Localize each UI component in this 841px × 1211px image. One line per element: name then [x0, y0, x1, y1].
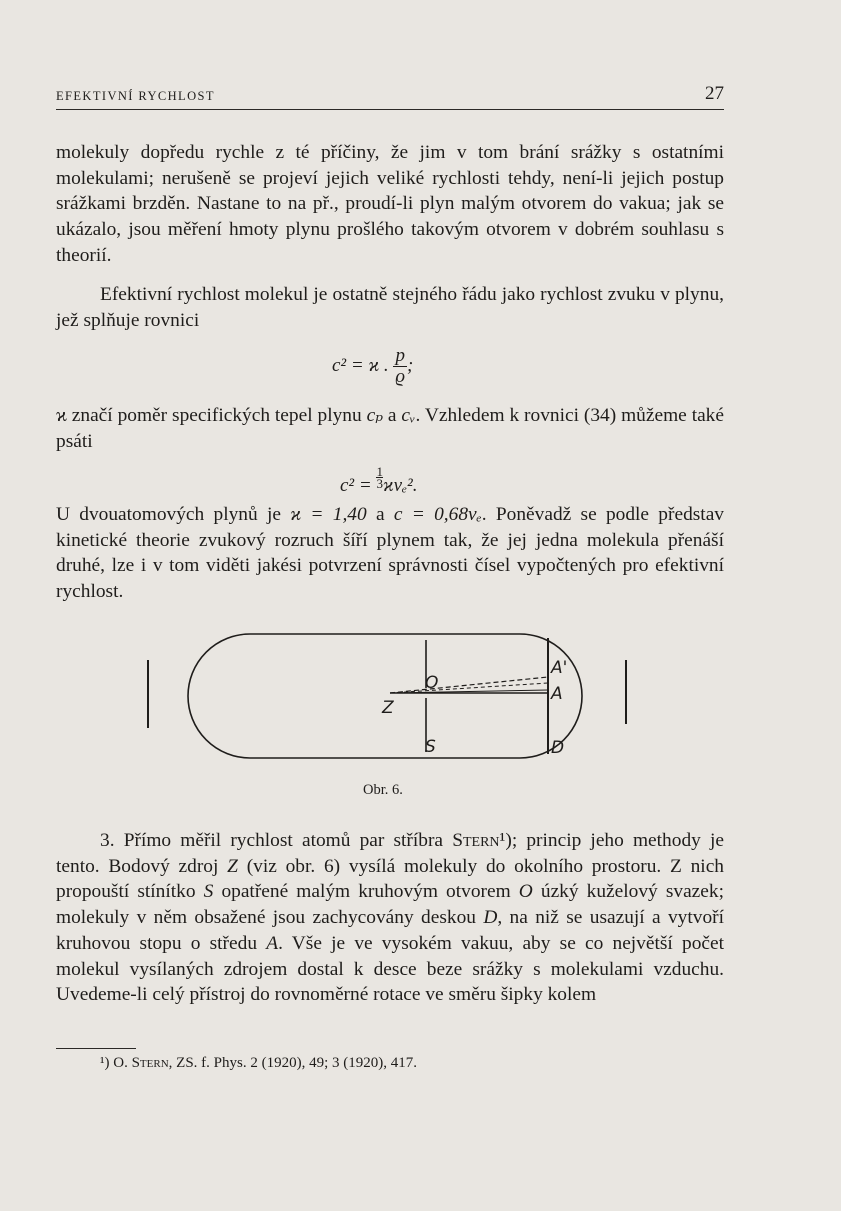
- footnote-mark: ¹): [100, 1055, 114, 1071]
- label-d: D: [551, 738, 565, 758]
- footnote-author: O. Stern: [113, 1055, 169, 1071]
- equation-2-numerator: 1: [376, 464, 383, 479]
- p3-text-c: . Vzhledem k rovnici (34) můžeme také psáti: [56, 405, 724, 452]
- p4-kappa: ϰ = 1,40: [290, 504, 367, 525]
- equation-1-numerator: p: [393, 346, 407, 367]
- equation-2-lhs: c² =: [340, 475, 377, 496]
- vacuum-chamber-outline: [188, 634, 582, 758]
- p5-text-f: , na niž se usazují a vytvoří kruhovou stopu o středu: [56, 907, 725, 954]
- label-z: Z: [382, 698, 394, 718]
- paragraph-1: molekuly dopředu rychle z té příčiny, že jim v tom brání srážky s ostatními molekulami; nerušeně se projeví jejich veliké rychlosti tehdy, není-li jejich postup srážkami brzděn. Nastane to na př., proudí-li plyn malým otvorem do vakua; jak se ukázalo, jsou měření hmoty plynu prošlého takovým otvorem v dobrém souhlasu s theorií.: [56, 142, 724, 266]
- equation-1-denominator: ϱ: [395, 366, 406, 387]
- p5-text-b: ); princip jeho methody je tento. Bodový zdroj: [56, 830, 724, 877]
- p5-author-stern: Stern: [452, 830, 500, 851]
- p4-text-a: U dvouatomových plynů je: [56, 504, 291, 525]
- paragraph-2: Efektivní rychlost molekul je ostatně stejného řádu jako rychlost zvuku v plynu, jež splňuje rovnici: [56, 284, 724, 331]
- paragraph-3: [56, 403, 724, 454]
- p3-cp: cₚ: [366, 405, 383, 426]
- equation-2-rhs: ϰvₑ².: [382, 475, 418, 496]
- p5-o: O: [518, 881, 533, 903]
- p5-text-e: úzký kuželový svazek; molekuly v něm obsažené jsou zachycovány deskou: [56, 881, 724, 929]
- figure-6-diagram: [140, 620, 640, 770]
- p5-text-d: opatřené malým kruhovým otvorem: [213, 881, 519, 903]
- p5-text-a: 3. Přímo měřil rychlost atomů par stříbra: [100, 830, 453, 851]
- figure-caption: Obr. 6.: [363, 782, 403, 798]
- footnote-divider: [56, 1048, 136, 1049]
- paragraph-4: [56, 502, 724, 605]
- equation-1-end: ;: [407, 354, 414, 376]
- equation-2-denominator: 3: [376, 476, 383, 491]
- label-o: O: [425, 673, 439, 693]
- footnote-text: , ZS. f. Phys. 2 (1920), 49; 3 (1920), 417.: [168, 1055, 417, 1071]
- equation-sound-speed: [332, 346, 413, 387]
- p3-text-b: a: [382, 405, 402, 426]
- equation-1-fraction: [393, 346, 407, 387]
- paragraph-5: [56, 828, 724, 1008]
- page-number: 27: [705, 83, 724, 104]
- p5-a: A: [266, 932, 279, 954]
- label-s: S: [425, 737, 436, 757]
- label-a: A: [551, 684, 563, 704]
- p5-d: D: [483, 907, 498, 929]
- p5-text-g: . Vše je ve vysokém vakuu, aby se co největší počet molekul vysílaných zdrojem dostal k desce beze srážky s molekulami vzduchu. Uvedeme-li celý přístroj do rovnoměrné rotace ve směru šipky kolem: [56, 932, 724, 1006]
- p4-text-b: a: [366, 504, 394, 525]
- equation-1-lhs: c² = ϰ .: [332, 354, 394, 376]
- page-header: [56, 83, 724, 110]
- p5-footnote-ref: ¹: [499, 830, 506, 851]
- p5-z: Z: [227, 855, 238, 877]
- p3-text-a: ϰ značí poměr specifických tepel plynu: [56, 405, 367, 426]
- p5-s: S: [203, 881, 214, 903]
- p5-text-c: (viz obr. 6) vysílá molekuly do okolního prostoru. Z nich propouští stínítko: [56, 855, 724, 903]
- running-title: EFEKTIVNÍ RYCHLOST: [56, 89, 215, 103]
- equation-effective-speed: [340, 466, 418, 497]
- p3-cv: cᵥ: [401, 405, 416, 426]
- p4-text-c: . Poněvadž se podle představ kinetické theorie zvukový rozruch šíří plynem tak, že jej jedna molekula přenáší druhé, lze i v tom viděti jakési potvrzení správnosti čísel vypočtených pro efektivní rychlost.: [56, 504, 724, 603]
- label-a-prime: A': [551, 658, 568, 678]
- p4-c-value: c = 0,68vₑ: [393, 504, 482, 525]
- footnote: [100, 1055, 417, 1072]
